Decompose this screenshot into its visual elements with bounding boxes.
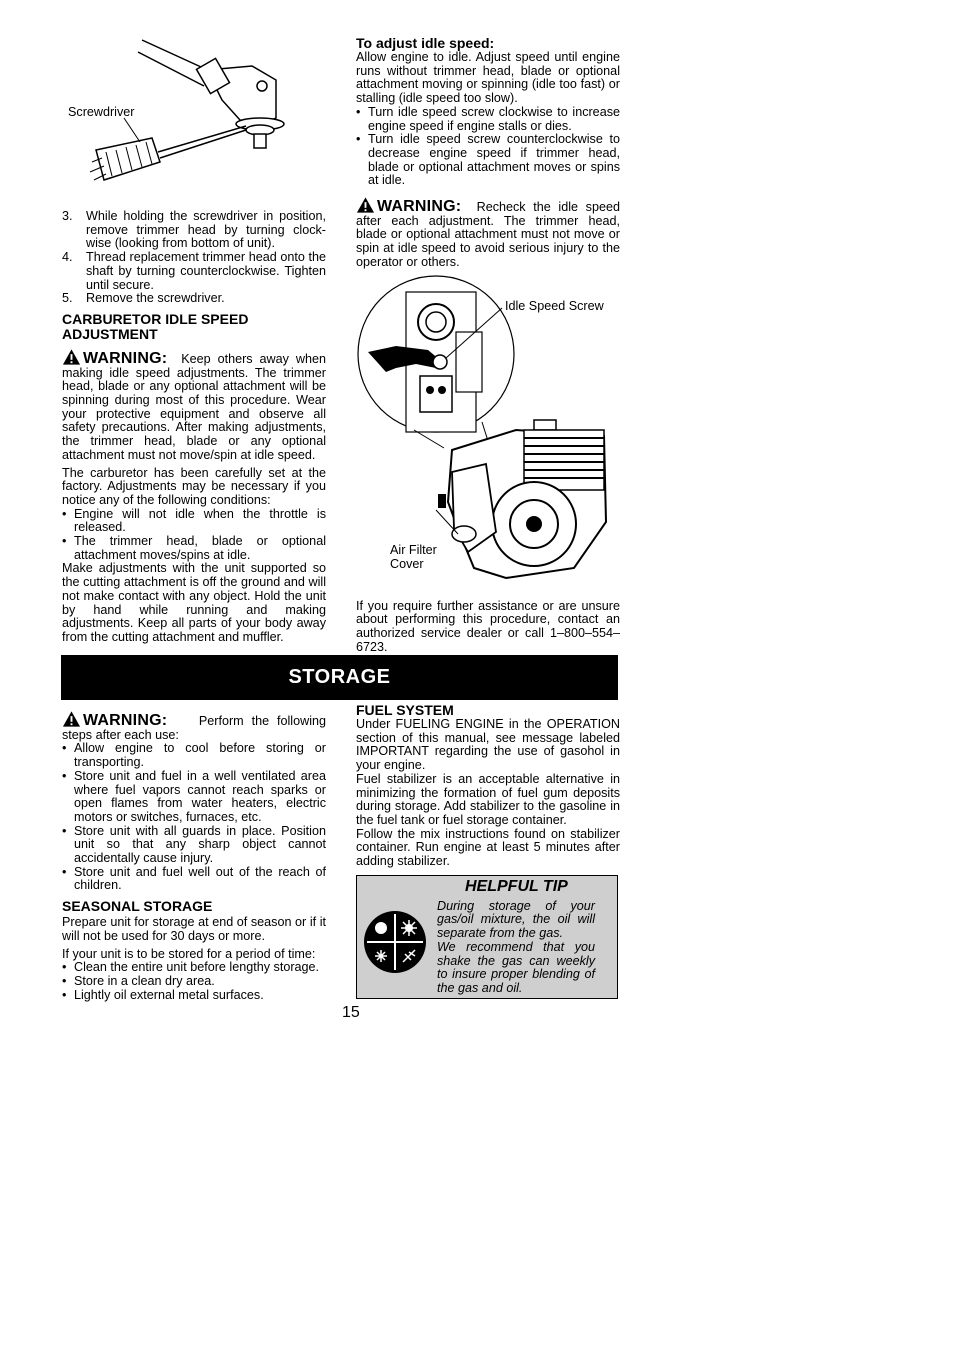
carburetor-conditions-list xyxy=(62,508,326,563)
storage-right-column xyxy=(356,703,620,999)
list-item: • Turn idle speed screw clockwise to increase engine speed if engine stalls or dies. xyxy=(356,104,620,133)
list-item: • Store unit with all guards in place. Position unit so that any sharp object cannot accidentally cause injury. xyxy=(62,823,326,866)
air-filter-label-line2: Cover xyxy=(390,556,424,571)
storage-warning: WARNING: Perform the following steps after each use: xyxy=(62,712,326,742)
list-item: • Allow engine to cool before storing or transporting. xyxy=(62,741,326,770)
idle-speed-heading: To adjust idle speed: xyxy=(356,35,495,51)
right-column xyxy=(356,36,620,654)
seasonal-paragraph-1: Prepare unit for storage at end of season or if it will not be used for 30 days or more. xyxy=(62,915,326,943)
trimmer-head-figure xyxy=(62,30,326,208)
engine-figure xyxy=(356,272,620,592)
helpful-tip-text-2: We recommend that you shake the gas can weekly to insure proper blending of the gas and oil. xyxy=(437,939,595,995)
seasonal-storage-heading: SEASONAL STORAGE xyxy=(62,898,213,915)
idle-speed-list xyxy=(356,106,620,188)
list-item: • Store unit and fuel well out of the reach of children. xyxy=(62,864,326,893)
carburetor-paragraph-1: The carburetor has been carefully set at the factory. Adjustments may be necessary if you notice any of the following conditions: xyxy=(62,465,326,507)
screwdriver-label: Screwdriver xyxy=(68,105,135,119)
assistance-paragraph: If you require further assistance or are unsure about performing this procedure, contact an authorized service dealer or call 1–800–554–6723. xyxy=(356,598,620,654)
warning-triangle-icon xyxy=(62,348,81,366)
fuel-paragraph-3: Follow the mix instructions found on stabilizer container. Run engine at least 5 minutes after adding stabilizer. xyxy=(356,826,620,869)
storage-left-column xyxy=(62,708,326,1002)
list-item: 5. Remove the screwdriver. xyxy=(62,291,225,306)
helpful-tip-text xyxy=(437,900,595,996)
air-filter-label-line1: Air Filter xyxy=(390,542,437,557)
seasons-icon xyxy=(363,910,427,974)
helpful-tip-text-1: During storage of your gas/oil mixture, the oil will separate from the gas. xyxy=(437,898,595,941)
page-number: 15 xyxy=(342,1004,360,1021)
list-item: • Lightly oil external metal surfaces. xyxy=(62,987,264,1002)
list-item: 3. While holding the screwdriver in position, remove trimmer head by turning clock-wise (looking from bottom of unit). xyxy=(62,209,326,251)
fuel-paragraph-2: Fuel stabilizer is an acceptable alternative in minimizing the formation of fuel gum deposits during storage. Add stabilizer to the gasoline in the fuel tank or fuel storage container. xyxy=(356,771,620,827)
idle-speed-screw-label: Idle Speed Screw xyxy=(505,298,604,313)
carburetor-paragraph-2: Make adjustments with the unit supported so the cutting attachment is off the ground and will not make contact with any object. Hold the unit by hand while running and making adjustments. Keep all parts of your body away from the cutting attachment and muffler. xyxy=(62,561,326,644)
idle-warning: WARNING: Recheck the idle speed after each adjustment. The trimmer head, blade or optional attachment must not move or spin at idle speed to avoid serious injury to the operator or others. xyxy=(356,198,620,269)
replace-steps-list xyxy=(62,210,326,306)
warning-triangle-icon xyxy=(62,710,81,728)
list-item: 4. Thread replacement trimmer head onto the shaft by turning counterclockwise. Tighten until secure. xyxy=(62,250,326,292)
storage-section-header: STORAGE xyxy=(61,655,618,700)
fuel-paragraph-1: Under FUELING ENGINE in the OPERATION section of this manual, see message labeled IMPORTANT regarding the use of gasohol in your engine. xyxy=(356,717,620,773)
helpful-tip-title: HELPFUL TIP xyxy=(465,877,568,895)
warning-triangle-icon xyxy=(356,196,375,214)
seasonal-paragraph-2: If your unit is to be stored for a period of time: xyxy=(62,946,316,961)
storage-warning-list xyxy=(62,742,326,893)
carburetor-heading: CARBURETOR IDLE SPEED ADJUSTMENT xyxy=(62,310,249,342)
list-item: • Store unit and fuel in a well ventilated area where fuel vapors cannot reach sparks or open flames from water heaters, electric motors or switches, furnaces, etc. xyxy=(62,768,326,824)
list-item: • Engine will not idle when the throttle is released. xyxy=(62,506,326,535)
carburetor-warning: WARNING: Keep others away when making idle speed adjustments. The trimmer head, blade or any optional attachment will be spinning during most of this procedure. Wear your protective equipment and observe all safety precautions. After making adjustments, the trimmer head, blade or any optional attachment must not move/spin at idle speed. xyxy=(62,349,327,462)
list-item: • The trimmer head, blade or optional attachment moves/spins at idle. xyxy=(62,534,326,562)
seasonal-list xyxy=(62,961,326,1002)
idle-speed-paragraph: Allow engine to idle. Adjust speed until engine runs without trimmer head, blade or optional attachment moving or spinning (idle too fast) or stalling (idle speed too slow). xyxy=(356,50,620,106)
list-item: • Clean the entire unit before lengthy storage. xyxy=(62,960,320,975)
left-column xyxy=(62,30,326,645)
list-item: • Turn idle speed screw counterclockwise to decrease engine speed if trimmer head, blade or optional attachment moves or spins at idle. xyxy=(356,132,620,188)
helpful-tip-box xyxy=(356,875,618,999)
fuel-system-heading: FUEL SYSTEM xyxy=(356,702,454,718)
list-item: • Store in a clean dry area. xyxy=(62,973,215,988)
